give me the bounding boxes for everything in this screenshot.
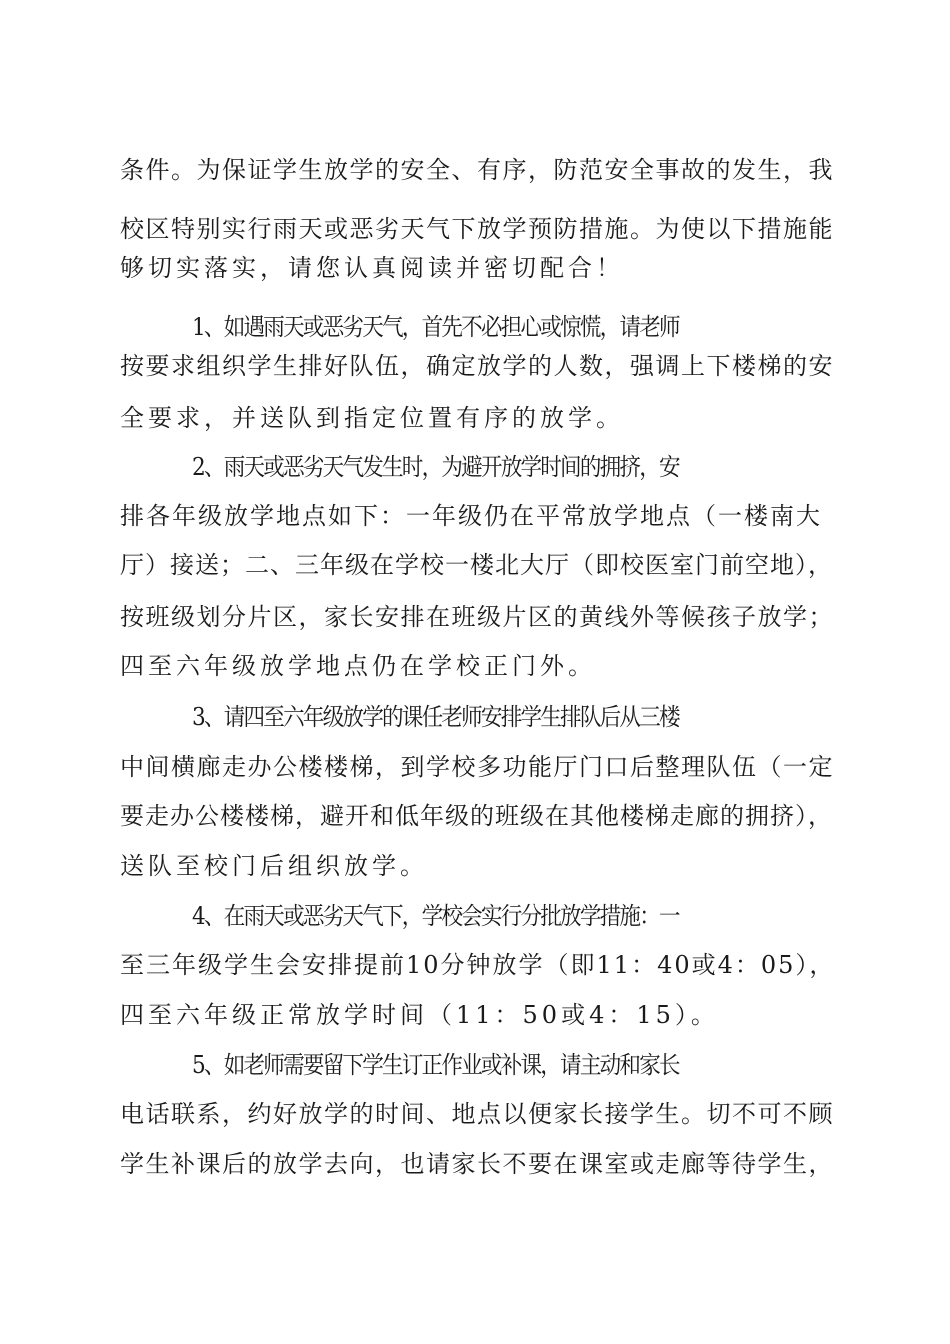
paragraph-5-line: 5、如老师需要留下学生订正作业或补课，请主动和家长 — [192, 1051, 679, 1079]
text-line: 厅）接送；二、三年级在学校一楼北大厅（即校医室门前空地）， — [120, 551, 833, 579]
paragraph-2-line: 2、雨天或恶劣天气发生时，为避开放学时间的拥挤，安 — [192, 453, 679, 481]
text-line: 条件。为保证学生放学的安全、有序，防范安全事故的发生，我 — [120, 156, 834, 184]
text-line: 四至六年级放学地点仍在学校正门外。 — [120, 652, 596, 680]
paragraph-3-line: 3、请四至六年级放学的课任老师安排学生排队后从三楼 — [192, 703, 679, 731]
text-line: 要走办公楼楼梯，避开和低年级的班级在其他楼梯走廊的拥挤）， — [120, 802, 833, 830]
paragraph-1-line: 1、如遇雨天或恶劣天气，首先不必担心或惊慌，请老师 — [192, 313, 679, 341]
text-line: 电话联系，约好放学的时间、地点以便家长接学生。切不可不顾 — [120, 1100, 834, 1128]
text-line: 校区特别实行雨天或恶劣天气下放学预防措施。为使以下措施能 — [120, 215, 834, 243]
text-line: 送队至校门后组织放学。 — [120, 852, 428, 880]
text-line: 至三年级学生会安排提前10分钟放学（即11：40或4：05）， — [120, 951, 836, 979]
paragraph-4-line: 4、在雨天或恶劣天气下，学校会实行分批放学措施：一 — [192, 902, 679, 930]
text-line: 按要求组织学生排好队伍，确定放学的人数，强调上下楼梯的安 — [120, 352, 834, 380]
text-line: 够切实落实，请您认真阅读并密切配合！ — [120, 254, 624, 282]
text-line: 排各年级放学地点如下：一年级仍在平常放学地点（一楼南大 — [120, 502, 822, 530]
text-line: 学生补课后的放学去向，也请家长不要在课室或走廊等待学生， — [120, 1150, 834, 1178]
text-line: 中间横廊走办公楼楼梯，到学校多功能厅门口后整理队伍（一定 — [120, 753, 834, 781]
text-line: 按班级划分片区，家长安排在班级片区的黄线外等候孩子放学； — [120, 603, 834, 631]
text-line: 全要求，并送队到指定位置有序的放学。 — [120, 404, 624, 432]
text-line: 四至六年级正常放学时间（11：50或4：15）。 — [120, 1001, 719, 1029]
